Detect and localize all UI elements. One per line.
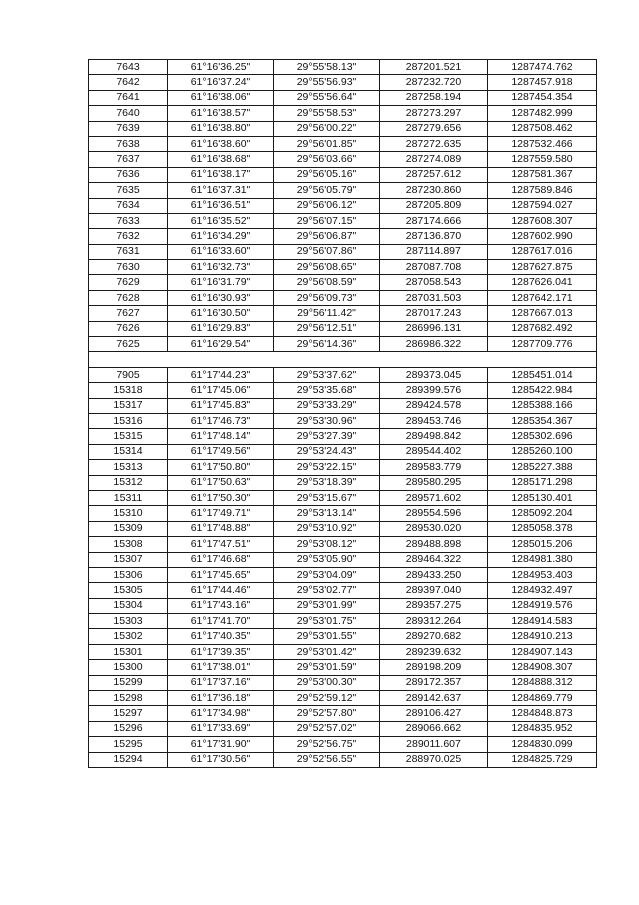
northing-cell: 1287626.041 (488, 275, 597, 290)
table-row (89, 537, 597, 552)
latitude-cell: 29°53'05.90" (274, 552, 380, 567)
table-row (89, 737, 597, 752)
easting-cell: 289530.020 (380, 521, 488, 536)
table-row (89, 552, 597, 567)
northing-cell: 1284825.729 (488, 752, 597, 767)
table-row (89, 121, 597, 136)
latitude-cell: 29°56'11.42" (274, 306, 380, 321)
latitude-cell: 29°55'56.93" (274, 75, 380, 90)
easting-cell: 287031.503 (380, 290, 488, 305)
latitude-cell: 29°55'58.53" (274, 106, 380, 121)
longitude-cell: 61°17'48.14" (168, 429, 274, 444)
easting-cell: 289011.607 (380, 737, 488, 752)
point-id-cell: 7627 (89, 306, 168, 321)
table-row (89, 90, 597, 105)
easting-cell: 287232.720 (380, 75, 488, 90)
table-row (89, 490, 597, 505)
longitude-cell: 61°16'38.60" (168, 136, 274, 151)
point-id-cell: 15296 (89, 721, 168, 736)
point-id-cell: 7641 (89, 90, 168, 105)
point-id-cell: 7625 (89, 337, 168, 352)
point-id-cell: 7905 (89, 367, 168, 382)
table-row (89, 398, 597, 413)
point-id-cell: 7636 (89, 167, 168, 182)
latitude-cell: 29°53'22.15" (274, 460, 380, 475)
point-id-cell: 15297 (89, 706, 168, 721)
latitude-cell: 29°52'59.12" (274, 691, 380, 706)
northing-cell: 1285171.298 (488, 475, 597, 490)
point-id-cell: 7637 (89, 152, 168, 167)
latitude-cell: 29°55'56.64" (274, 90, 380, 105)
easting-cell: 289357.275 (380, 598, 488, 613)
point-id-cell: 7638 (89, 136, 168, 151)
latitude-cell: 29°53'00.30" (274, 675, 380, 690)
latitude-cell: 29°56'06.87" (274, 229, 380, 244)
longitude-cell: 61°16'29.54" (168, 337, 274, 352)
latitude-cell: 29°53'24.43" (274, 444, 380, 459)
latitude-cell: 29°56'07.86" (274, 244, 380, 259)
longitude-cell: 61°17'30.56" (168, 752, 274, 767)
northing-cell: 1287642.171 (488, 290, 597, 305)
latitude-cell: 29°53'10.92" (274, 521, 380, 536)
northing-cell: 1285130.401 (488, 490, 597, 505)
table-row (89, 244, 597, 259)
point-id-cell: 15310 (89, 506, 168, 521)
easting-cell: 289544.402 (380, 444, 488, 459)
easting-cell: 289453.746 (380, 413, 488, 428)
point-id-cell: 7631 (89, 244, 168, 259)
northing-cell: 1284919.576 (488, 598, 597, 613)
point-id-cell: 15302 (89, 629, 168, 644)
table-row (89, 136, 597, 151)
longitude-cell: 61°17'37.16" (168, 675, 274, 690)
point-id-cell: 15295 (89, 737, 168, 752)
northing-cell: 1284907.143 (488, 644, 597, 659)
easting-cell: 289397.040 (380, 583, 488, 598)
point-id-cell: 15298 (89, 691, 168, 706)
point-id-cell: 15305 (89, 583, 168, 598)
easting-cell: 289270.682 (380, 629, 488, 644)
northing-cell: 1285092.204 (488, 506, 597, 521)
point-id-cell: 15309 (89, 521, 168, 536)
table-row (89, 106, 597, 121)
table-row (89, 675, 597, 690)
northing-cell: 1285260.100 (488, 444, 597, 459)
table-row (89, 290, 597, 305)
point-id-cell: 15299 (89, 675, 168, 690)
longitude-cell: 61°17'41.70" (168, 614, 274, 629)
latitude-cell: 29°53'02.77" (274, 583, 380, 598)
latitude-cell: 29°56'12.51" (274, 321, 380, 336)
latitude-cell: 29°56'08.59" (274, 275, 380, 290)
latitude-cell: 29°56'09.73" (274, 290, 380, 305)
latitude-cell: 29°53'01.99" (274, 598, 380, 613)
table-row (89, 413, 597, 428)
table-row (89, 213, 597, 228)
northing-cell: 1287559.580 (488, 152, 597, 167)
northing-cell: 1285451.014 (488, 367, 597, 382)
longitude-cell: 61°17'31.90" (168, 737, 274, 752)
table-row (89, 660, 597, 675)
latitude-cell: 29°53'15.67" (274, 490, 380, 505)
longitude-cell: 61°17'45.65" (168, 567, 274, 582)
northing-cell: 1284869.779 (488, 691, 597, 706)
longitude-cell: 61°16'30.50" (168, 306, 274, 321)
table-row (89, 691, 597, 706)
easting-cell: 287205.809 (380, 198, 488, 213)
longitude-cell: 61°17'33.69" (168, 721, 274, 736)
latitude-cell: 29°53'27.39" (274, 429, 380, 444)
northing-cell: 1287457.918 (488, 75, 597, 90)
easting-cell: 286986.322 (380, 337, 488, 352)
longitude-cell: 61°17'39.35" (168, 644, 274, 659)
northing-cell: 1284981.380 (488, 552, 597, 567)
latitude-cell: 29°56'03.66" (274, 152, 380, 167)
longitude-cell: 61°16'37.31" (168, 183, 274, 198)
latitude-cell: 29°53'13.14" (274, 506, 380, 521)
northing-cell: 1284888.312 (488, 675, 597, 690)
latitude-cell: 29°53'18.39" (274, 475, 380, 490)
table-row (89, 260, 597, 275)
point-id-cell: 7634 (89, 198, 168, 213)
separator-cell (89, 352, 597, 367)
easting-cell: 287272.635 (380, 136, 488, 151)
northing-cell: 1287709.776 (488, 337, 597, 352)
longitude-cell: 61°16'38.06" (168, 90, 274, 105)
northing-cell: 1287682.492 (488, 321, 597, 336)
latitude-cell: 29°56'14.36" (274, 337, 380, 352)
table-row (89, 337, 597, 352)
easting-cell: 289239.632 (380, 644, 488, 659)
latitude-cell: 29°53'08.12" (274, 537, 380, 552)
northing-cell: 1287594.027 (488, 198, 597, 213)
point-id-cell: 7626 (89, 321, 168, 336)
easting-cell: 289433.250 (380, 567, 488, 582)
table-row (89, 183, 597, 198)
easting-cell: 287058.543 (380, 275, 488, 290)
longitude-cell: 61°17'45.06" (168, 383, 274, 398)
easting-cell: 289464.322 (380, 552, 488, 567)
table-row (89, 383, 597, 398)
latitude-cell: 29°53'35.68" (274, 383, 380, 398)
point-id-cell: 15304 (89, 598, 168, 613)
point-id-cell: 15315 (89, 429, 168, 444)
northing-cell: 1284848.873 (488, 706, 597, 721)
northing-cell: 1287602.990 (488, 229, 597, 244)
latitude-cell: 29°53'33.29" (274, 398, 380, 413)
point-id-cell: 7643 (89, 60, 168, 75)
northing-cell: 1287482.999 (488, 106, 597, 121)
longitude-cell: 61°17'34.98" (168, 706, 274, 721)
latitude-cell: 29°53'37.62" (274, 367, 380, 382)
easting-cell: 289312.264 (380, 614, 488, 629)
longitude-cell: 61°17'47.51" (168, 537, 274, 552)
northing-cell: 1284908.307 (488, 660, 597, 675)
longitude-cell: 61°17'36.18" (168, 691, 274, 706)
table-row (89, 721, 597, 736)
table-row (89, 152, 597, 167)
table-row (89, 644, 597, 659)
easting-cell: 289583.779 (380, 460, 488, 475)
table-row (89, 367, 597, 382)
easting-cell: 287017.243 (380, 306, 488, 321)
table-row (89, 75, 597, 90)
latitude-cell: 29°53'30.96" (274, 413, 380, 428)
point-id-cell: 7632 (89, 229, 168, 244)
longitude-cell: 61°17'46.73" (168, 413, 274, 428)
point-id-cell: 7635 (89, 183, 168, 198)
point-id-cell: 7642 (89, 75, 168, 90)
longitude-cell: 61°17'44.46" (168, 583, 274, 598)
easting-cell: 289142.637 (380, 691, 488, 706)
table-row (89, 321, 597, 336)
easting-cell: 287087.708 (380, 260, 488, 275)
latitude-cell: 29°56'07.15" (274, 213, 380, 228)
table-row (89, 460, 597, 475)
point-id-cell: 15303 (89, 614, 168, 629)
easting-cell: 287136.870 (380, 229, 488, 244)
easting-cell: 289106.427 (380, 706, 488, 721)
longitude-cell: 61°16'29.83" (168, 321, 274, 336)
table-row (89, 429, 597, 444)
point-id-cell: 15308 (89, 537, 168, 552)
northing-cell: 1284910.213 (488, 629, 597, 644)
longitude-cell: 61°16'31.79" (168, 275, 274, 290)
latitude-cell: 29°53'01.59" (274, 660, 380, 675)
easting-cell: 289571.602 (380, 490, 488, 505)
table-row (89, 475, 597, 490)
separator-row (89, 352, 597, 367)
longitude-cell: 61°17'49.71" (168, 506, 274, 521)
point-id-cell: 15294 (89, 752, 168, 767)
table-row (89, 521, 597, 536)
point-id-cell: 7639 (89, 121, 168, 136)
point-id-cell: 15300 (89, 660, 168, 675)
northing-cell: 1287508.462 (488, 121, 597, 136)
northing-cell: 1285388.166 (488, 398, 597, 413)
point-id-cell: 15316 (89, 413, 168, 428)
longitude-cell: 61°16'38.80" (168, 121, 274, 136)
northing-cell: 1284953.403 (488, 567, 597, 582)
longitude-cell: 61°16'38.17" (168, 167, 274, 182)
point-id-cell: 15317 (89, 398, 168, 413)
northing-cell: 1287581.367 (488, 167, 597, 182)
latitude-cell: 29°53'01.42" (274, 644, 380, 659)
longitude-cell: 61°17'50.80" (168, 460, 274, 475)
point-id-cell: 15314 (89, 444, 168, 459)
longitude-cell: 61°16'32.73" (168, 260, 274, 275)
longitude-cell: 61°17'45.83" (168, 398, 274, 413)
easting-cell: 289580.295 (380, 475, 488, 490)
coordinates-table (88, 59, 597, 768)
easting-cell: 289554.596 (380, 506, 488, 521)
table-row (89, 567, 597, 582)
easting-cell: 287174.666 (380, 213, 488, 228)
easting-cell: 286996.131 (380, 321, 488, 336)
northing-cell: 1284932.497 (488, 583, 597, 598)
point-id-cell: 7629 (89, 275, 168, 290)
latitude-cell: 29°52'57.02" (274, 721, 380, 736)
longitude-cell: 61°16'34.29" (168, 229, 274, 244)
point-id-cell: 15311 (89, 490, 168, 505)
longitude-cell: 61°17'50.63" (168, 475, 274, 490)
longitude-cell: 61°16'36.51" (168, 198, 274, 213)
point-id-cell: 15301 (89, 644, 168, 659)
northing-cell: 1285354.367 (488, 413, 597, 428)
point-id-cell: 15318 (89, 383, 168, 398)
longitude-cell: 61°16'38.68" (168, 152, 274, 167)
table-row (89, 167, 597, 182)
table-row (89, 614, 597, 629)
longitude-cell: 61°17'50.30" (168, 490, 274, 505)
table-row (89, 306, 597, 321)
table-row (89, 198, 597, 213)
table-row (89, 229, 597, 244)
longitude-cell: 61°17'49.56" (168, 444, 274, 459)
northing-cell: 1284830.099 (488, 737, 597, 752)
northing-cell: 1284914.583 (488, 614, 597, 629)
northing-cell: 1287454.354 (488, 90, 597, 105)
table-row (89, 629, 597, 644)
longitude-cell: 61°16'37.24" (168, 75, 274, 90)
latitude-cell: 29°52'56.75" (274, 737, 380, 752)
easting-cell: 289399.576 (380, 383, 488, 398)
northing-cell: 1285422.984 (488, 383, 597, 398)
longitude-cell: 61°17'44.23" (168, 367, 274, 382)
table-row (89, 583, 597, 598)
longitude-cell: 61°16'36.25" (168, 60, 274, 75)
table-row (89, 444, 597, 459)
point-id-cell: 7640 (89, 106, 168, 121)
northing-cell: 1284835.952 (488, 721, 597, 736)
easting-cell: 287230.860 (380, 183, 488, 198)
latitude-cell: 29°53'01.75" (274, 614, 380, 629)
longitude-cell: 61°17'46.68" (168, 552, 274, 567)
easting-cell: 289424.578 (380, 398, 488, 413)
latitude-cell: 29°53'04.09" (274, 567, 380, 582)
latitude-cell: 29°56'00.22" (274, 121, 380, 136)
northing-cell: 1287532.466 (488, 136, 597, 151)
northing-cell: 1287474.762 (488, 60, 597, 75)
point-id-cell: 7628 (89, 290, 168, 305)
longitude-cell: 61°16'30.93" (168, 290, 274, 305)
easting-cell: 289172.357 (380, 675, 488, 690)
easting-cell: 289488.898 (380, 537, 488, 552)
northing-cell: 1287667.013 (488, 306, 597, 321)
latitude-cell: 29°56'01.85" (274, 136, 380, 151)
longitude-cell: 61°16'38.57" (168, 106, 274, 121)
longitude-cell: 61°17'38.01" (168, 660, 274, 675)
northing-cell: 1287608.307 (488, 213, 597, 228)
longitude-cell: 61°17'40.35" (168, 629, 274, 644)
easting-cell: 287201.521 (380, 60, 488, 75)
northing-cell: 1285302.696 (488, 429, 597, 444)
longitude-cell: 61°16'35.52" (168, 213, 274, 228)
longitude-cell: 61°17'43.16" (168, 598, 274, 613)
northing-cell: 1285058.378 (488, 521, 597, 536)
point-id-cell: 15312 (89, 475, 168, 490)
coordinates-table-body (89, 60, 597, 768)
easting-cell: 288970.025 (380, 752, 488, 767)
latitude-cell: 29°55'58.13" (274, 60, 380, 75)
easting-cell: 289373.045 (380, 367, 488, 382)
easting-cell: 287114.897 (380, 244, 488, 259)
table-row (89, 598, 597, 613)
easting-cell: 289498.842 (380, 429, 488, 444)
table-row (89, 752, 597, 767)
easting-cell: 289198.209 (380, 660, 488, 675)
latitude-cell: 29°53'01.55" (274, 629, 380, 644)
point-id-cell: 15307 (89, 552, 168, 567)
latitude-cell: 29°52'56.55" (274, 752, 380, 767)
easting-cell: 287258.194 (380, 90, 488, 105)
latitude-cell: 29°56'05.79" (274, 183, 380, 198)
longitude-cell: 61°17'48.88" (168, 521, 274, 536)
latitude-cell: 29°56'08.65" (274, 260, 380, 275)
table-row (89, 275, 597, 290)
table-row (89, 506, 597, 521)
latitude-cell: 29°56'06.12" (274, 198, 380, 213)
northing-cell: 1285015.206 (488, 537, 597, 552)
point-id-cell: 15306 (89, 567, 168, 582)
table-row (89, 60, 597, 75)
northing-cell: 1287589.846 (488, 183, 597, 198)
point-id-cell: 7633 (89, 213, 168, 228)
northing-cell: 1287627.875 (488, 260, 597, 275)
point-id-cell: 15313 (89, 460, 168, 475)
point-id-cell: 7630 (89, 260, 168, 275)
easting-cell: 289066.662 (380, 721, 488, 736)
latitude-cell: 29°56'05.16" (274, 167, 380, 182)
easting-cell: 287257.612 (380, 167, 488, 182)
latitude-cell: 29°52'57.80" (274, 706, 380, 721)
easting-cell: 287273.297 (380, 106, 488, 121)
easting-cell: 287279.656 (380, 121, 488, 136)
easting-cell: 287274.089 (380, 152, 488, 167)
northing-cell: 1285227.388 (488, 460, 597, 475)
table-row (89, 706, 597, 721)
northing-cell: 1287617.016 (488, 244, 597, 259)
longitude-cell: 61°16'33.60" (168, 244, 274, 259)
